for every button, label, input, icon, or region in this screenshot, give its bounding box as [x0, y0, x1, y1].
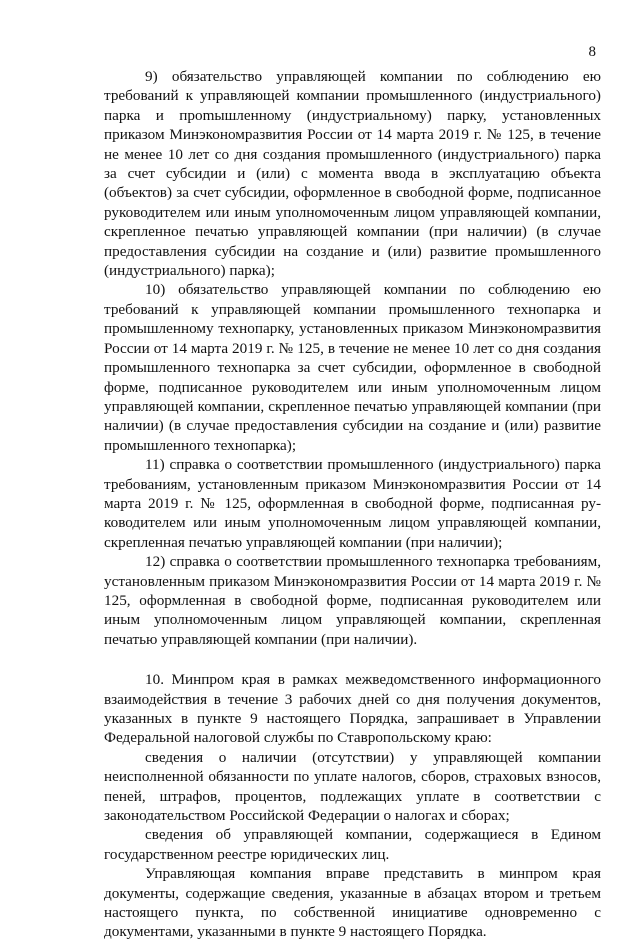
page-number: 8 [588, 44, 596, 60]
paragraph-item-10: 10) обязательство управляющей компании по соблюдению ею требований к управляющей компании промышленного технопарка и промышленному технопарку, установленных приказом Минэкономразвития России от 14 марта 2019 г. № 125, в течение не менее 10 лет со дня создания промышленного технопарка за счет субсидии, оформленное в свободной форме, подписанное руководителем или иным уполномоченным лицом управляющей компании, скрепленное печатью управляющей компании (при наличии) (в случае предоставления субсидии на создание и (или) развитие промышленного технопарка); [104, 281, 601, 454]
paragraph-item-11: 11) справка о соответствии промышленного (индустриального) парка требованиям, установленным приказом Минэкономразвития России от 14 марта 2019 г. № 125, оформленная в свободной форме, подписанная руководителем или иным уполномоченным лицом управляющей компании, скрепленная печатью управляющей компании (при наличии); [104, 456, 601, 551]
paragraph-section-10: 10. Минпром края в рамках межведомственного информационного взаимодействия в течение 3 рабочих дней со дня получения документов, указанных в пункте 9 настоящего Порядка, запрашивает в Управлении Федеральной налоговой службы по Ставропольскому краю: [104, 671, 601, 747]
paragraph-own-initiative: Управляющая компания вправе представить в минпром края документы, содержащие сведения, указанные в абзацах втором и третьем настоящего пункта, по собственной инициативе одновременно с документами, указанными в пункте 9 настоящего Порядка. [104, 865, 601, 941]
document-body [104, 67, 601, 942]
paragraph-tax-debt-info: сведения о наличии (отсутствии) у управляющей компании неисполненной обязанности по уплате налогов, сборов, страховых взносов, пеней, штрафов, процентов, подлежащих уплате в соответствии с законодательством Российской Федерации о налогах и сборах; [104, 748, 601, 825]
paragraph-item-12: 12) справка о соответствии промышленного технопарка требованиям, установленным приказом Минэкономразвития России от 14 марта 2019 г. № 125, оформленная в свободной форме, подписанная руководителем или иным уполномоченным лицом управляющей компании, скрепленная печатью управляющей компании (при наличии). [104, 553, 601, 648]
paragraph-egrul-info: сведения об управляющей компании, содержащиеся в Едином государственном реестре юридических лиц. [104, 826, 601, 863]
paragraph-item-9: 9) обязательство управляющей компании по соблюдению ею требований к управляющей компании промышленного (индустриального) парка и проmышленному (индустриальному) парку, установленных приказом Минэкономразвития России от 14 марта 2019 г. № 125, в течение не менее 10 лет со дня создания промышленного (индустриального) парка за счет субсидии и (или) с момента ввода в эксплуатацию объекта (объектов) за счет субсидии, оформленное в свободной форме, подписанное руководителем или иным уполномоченным лицом управляющей компании, скрепленное печатью управляющей компании (при наличии) (в случае предоставления субсидии на создание и (или) развитие промышленного (индустриального) парка); [104, 68, 601, 280]
